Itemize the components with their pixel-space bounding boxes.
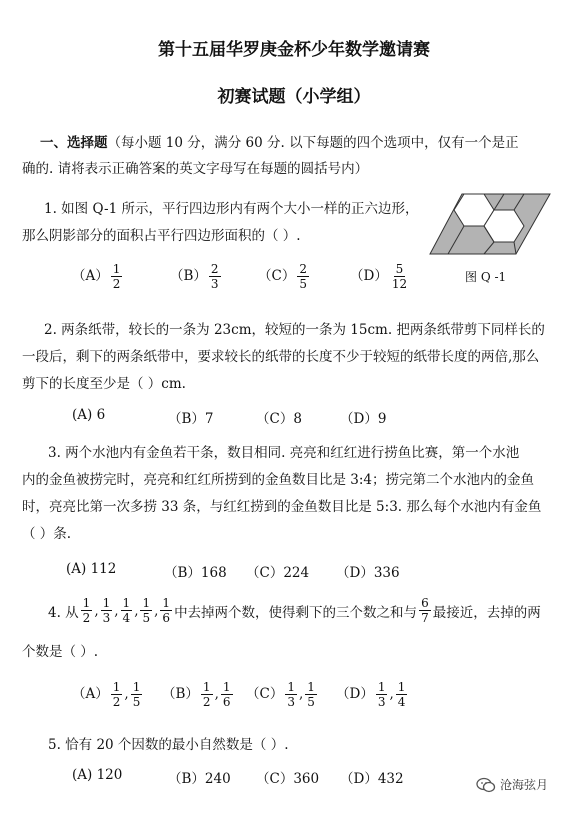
q2-option-a: (A) 6 [72,407,106,423]
q4-middle: 中去掉两个数，使得剩下的三个数之和与 [174,604,418,621]
q2-option-b: （B）7 [168,411,214,427]
q3-option-a: (A) 112 [66,561,117,577]
section-label: 一、选择题 [40,135,108,151]
wechat-icon [476,777,496,793]
q4-option-b: （B） $\frac{1}{2}$ , $\frac{1}{6}$ [162,680,231,709]
q3-option-b: （B）168 [164,565,227,581]
q5-option-c: （C）360 [256,771,320,787]
q4-prefix: 4. 从 [48,604,79,621]
q4-suffix: 最接近，去掉的两 [432,604,541,621]
q4-line1: 4. 从 $\frac{1}{2}$ , $\frac{1}{3}$ , $\frac{1}{4}$ , $\frac{1}{5}$ , $\frac{1}{6}$ 中去掉两个数，使得剩下的三个数之和与 $\frac{6}{7}$ 最接近，去掉的两 [48,596,541,625]
section-intro-line1 [40,131,519,151]
q4-option-d: （D） $\frac{1}{3}$ , $\frac{1}{4}$ [336,680,406,709]
q4-options [0,680,588,716]
q1-figure [428,190,554,260]
q1-option-d: （D） $\frac{5}{12}$ [350,262,408,291]
q3-line2: 内的金鱼被捞完时，亮亮和红红所捞到的金鱼数目比是 3:4；捞完第二个水池内的金鱼 [22,472,535,488]
section-intro-line2: 确的. 请将表示正确答案的英文字母写在每题的圆括号内） [22,161,369,177]
q5-option-a: (A) 120 [72,767,123,783]
q1-options [0,262,588,298]
q2-option-c: （C）8 [256,411,302,427]
q4-option-c: （C） $\frac{1}{3}$ , $\frac{1}{5}$ [246,680,315,709]
q5-line1: 5. 恰有 20 个因数的最小自然数是（ ）. [48,737,289,753]
q5-option-b: （B）240 [168,771,231,787]
q3-option-c: （C）224 [246,565,310,581]
page-title: 第十五届华罗庚金杯少年数学邀请赛 [158,40,430,60]
q1-line1: 1. 如图 Q-1 所示，平行四边形内有两个大小一样的正六边形， [44,201,419,217]
q5-option-d: （D）432 [340,771,404,787]
q3-line4: （ ）条. [22,526,72,542]
q3-line1: 3. 两个水池内有金鱼若干条，数目相同. 亮亮和红红进行捞鱼比赛，第一个水池 [48,445,520,461]
watermark [476,776,548,793]
q3-line3: 时，亮亮比第一次多捞 33 条，与红红捞到的金鱼数目比是 5:3. 那么每个水池内有金鱼 [22,499,542,515]
q1-option-b: （B） $\frac{2}{3}$ [170,262,219,291]
q2-line1: 2. 两条纸带，较长的一条为 23cm，较短的一条为 15cm. 把两条纸带剪下同样长的 [44,322,545,338]
q2-option-d: （D）9 [340,411,387,427]
q2-line2: 一段后，剩下的两条纸带中，要求较长的纸带的长度不少于较短的纸带长度的两倍,那么 [22,349,540,365]
q1-option-c: （C） $\frac{2}{5}$ [258,262,307,291]
q3-option-d: （D）336 [336,565,400,581]
q2-options [0,407,588,427]
watermark-text: 沧海弦月 [500,778,549,792]
q1-line2: 那么阴影部分的面积占平行四边形面积的（ ）. [22,228,301,244]
section-intro-text1: （每小题 10 分，满分 60 分. 以下每题的四个选项中，仅有一个是正 [107,135,519,151]
q3-options [0,561,588,581]
q2-line3: 剪下的长度至少是（ ）cm. [22,376,186,392]
q4-option-a: （A） $\frac{1}{2}$ , $\frac{1}{5}$ [72,680,141,709]
q4-line2: 个数是（ ）. [22,644,99,660]
q1-option-a: （A） $\frac{1}{2}$ [72,262,121,291]
q1-figure-caption: 图 Q -1 [465,270,507,284]
page-subtitle: 初赛试题（小学组） [217,87,371,107]
